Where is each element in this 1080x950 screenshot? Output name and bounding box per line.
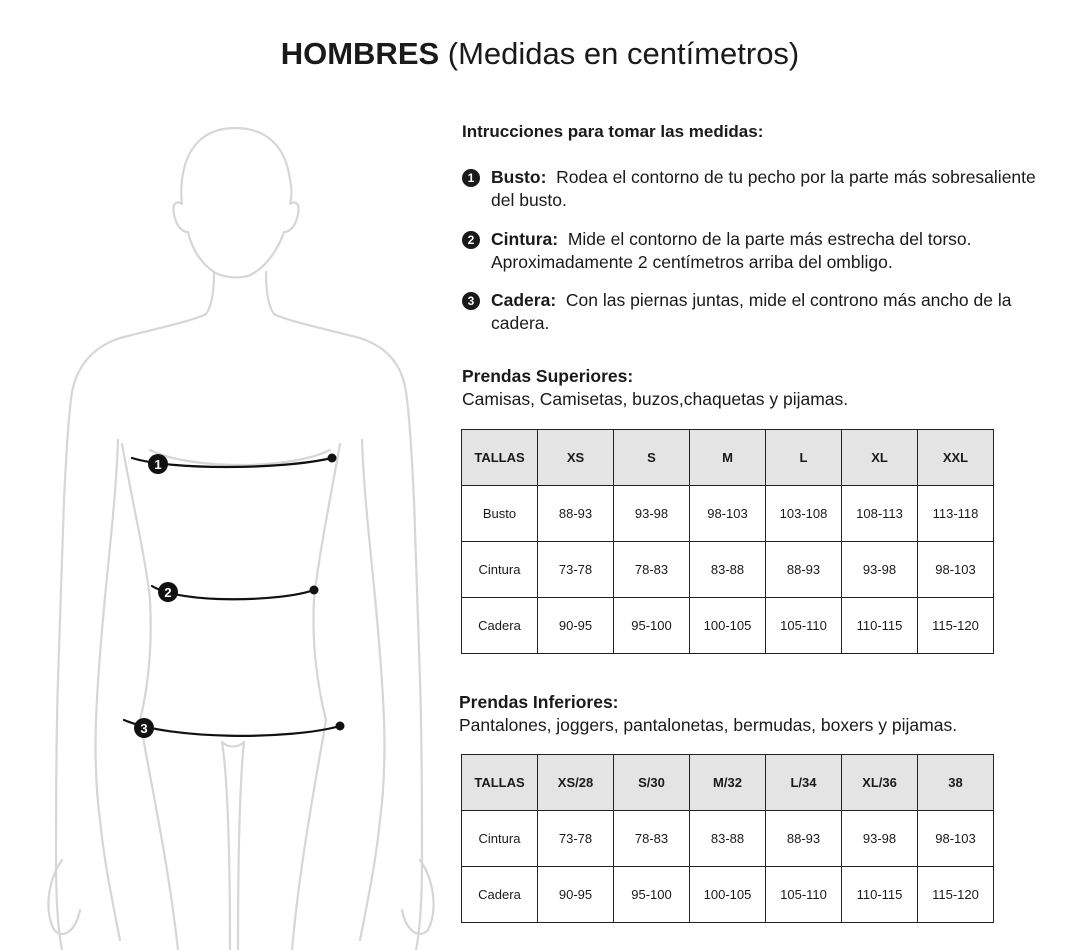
table-cell: 88-93 <box>766 811 842 867</box>
table-cell: 115-120 <box>918 867 994 923</box>
table-cell: 93-98 <box>842 542 918 598</box>
table-cell: 88-93 <box>538 486 614 542</box>
table-header-row <box>462 430 994 486</box>
table-cell: 73-78 <box>538 542 614 598</box>
step-number-1: 1 <box>462 169 480 187</box>
table-row <box>462 811 994 867</box>
table-header-cell: TALLAS <box>462 755 538 811</box>
right-leg <box>292 720 326 950</box>
body-figure <box>0 100 450 950</box>
table-header-cell: 38 <box>918 755 994 811</box>
step-text: Mide el contorno de la parte más estrecha del torso. Aproximadamente 2 centímetros arriba del ombligo. <box>491 229 972 272</box>
table-header-cell: S <box>614 430 690 486</box>
table-header-cell: TALLAS <box>462 430 538 486</box>
upper-size-table <box>461 429 994 654</box>
table-row <box>462 486 994 542</box>
table-cell: 113-118 <box>918 486 994 542</box>
instruction-step-bust <box>462 166 1062 212</box>
torso-left-side <box>122 444 151 720</box>
step-label: Busto: <box>491 167 547 187</box>
table-cell: 115-120 <box>918 598 994 654</box>
lower-section-subtitle: Pantalones, joggers, pantalonetas, bermudas, boxers y pijamas. <box>459 715 958 735</box>
table-row-label: Cadera <box>462 598 538 654</box>
table-cell: 78-83 <box>614 811 690 867</box>
torso-outline <box>56 272 214 950</box>
step-text: Rodea el contorno de tu pecho por la parte más sobresaliente del busto. <box>491 167 1036 210</box>
table-cell: 110-115 <box>842 598 918 654</box>
left-leg <box>140 720 178 950</box>
table-cell: 93-98 <box>614 486 690 542</box>
instructions-heading: Intrucciones para tomar las medidas: <box>462 122 764 141</box>
table-row <box>462 598 994 654</box>
upper-section-subtitle: Camisas, Camisetas, buzos,chaquetas y pijamas. <box>462 389 849 409</box>
upper-section-title: Prendas Superiores: <box>462 366 634 386</box>
right-hand <box>402 860 434 934</box>
table-row-label: Cintura <box>462 811 538 867</box>
table-cell: 100-105 <box>690 598 766 654</box>
table-header-cell: L/34 <box>766 755 842 811</box>
left-inner-arm <box>96 440 120 940</box>
table-cell: 105-110 <box>766 867 842 923</box>
step-text: Con las piernas juntas, mide el controno más ancho de la cadera. <box>491 290 1012 333</box>
table-header-cell: M/32 <box>690 755 766 811</box>
head-outline <box>173 128 298 277</box>
page-title <box>0 36 1080 72</box>
table-row <box>462 867 994 923</box>
crotch-line <box>222 742 230 950</box>
table-cell: 110-115 <box>842 867 918 923</box>
table-header-cell: XS/28 <box>538 755 614 811</box>
lower-size-table <box>461 754 994 923</box>
table-cell: 100-105 <box>690 867 766 923</box>
marker-2-label: 2 <box>164 585 172 600</box>
table-cell: 98-103 <box>918 811 994 867</box>
crotch-line-right <box>238 742 244 950</box>
lower-section-title: Prendas Inferiores: <box>459 692 619 712</box>
table-cell: 98-103 <box>918 542 994 598</box>
table-row-label: Cadera <box>462 867 538 923</box>
hip-end-dot <box>336 722 345 731</box>
marker-3-label: 3 <box>140 721 148 736</box>
table-row-label: Busto <box>462 486 538 542</box>
page-title-rest: (Medidas en centímetros) <box>439 36 800 71</box>
table-cell: 90-95 <box>538 867 614 923</box>
waist-end-dot <box>310 586 319 595</box>
table-header-row <box>462 755 994 811</box>
table-cell: 95-100 <box>614 598 690 654</box>
table-cell: 78-83 <box>614 542 690 598</box>
instruction-step-waist <box>462 228 1062 274</box>
bust-end-dot <box>328 454 337 463</box>
table-header-cell: XXL <box>918 430 994 486</box>
table-header-cell: XL <box>842 430 918 486</box>
step-number-2: 2 <box>462 231 480 249</box>
table-cell: 90-95 <box>538 598 614 654</box>
table-cell: 98-103 <box>690 486 766 542</box>
crotch-curve <box>222 742 244 747</box>
right-inner-arm <box>360 440 384 940</box>
torso-outline-right <box>266 272 422 950</box>
step-label: Cadera: <box>491 290 557 310</box>
step-label: Cintura: <box>491 229 559 249</box>
table-cell: 83-88 <box>690 811 766 867</box>
table-header-cell: M <box>690 430 766 486</box>
step-number-3: 3 <box>462 292 480 310</box>
hip-line <box>124 720 340 736</box>
page-title-bold: HOMBRES <box>280 36 440 71</box>
table-header-cell: XS <box>538 430 614 486</box>
table-header-cell: XL/36 <box>842 755 918 811</box>
table-cell: 83-88 <box>690 542 766 598</box>
table-cell: 95-100 <box>614 867 690 923</box>
torso-right-side <box>314 444 341 720</box>
table-header-cell: S/30 <box>614 755 690 811</box>
left-hand <box>48 860 80 934</box>
marker-1-label: 1 <box>154 457 162 472</box>
table-cell: 93-98 <box>842 811 918 867</box>
instruction-step-hip <box>462 289 1062 335</box>
table-cell: 105-110 <box>766 598 842 654</box>
table-row <box>462 542 994 598</box>
table-cell: 73-78 <box>538 811 614 867</box>
table-row-label: Cintura <box>462 542 538 598</box>
table-cell: 108-113 <box>842 486 918 542</box>
table-cell: 88-93 <box>766 542 842 598</box>
table-header-cell: L <box>766 430 842 486</box>
table-cell: 103-108 <box>766 486 842 542</box>
